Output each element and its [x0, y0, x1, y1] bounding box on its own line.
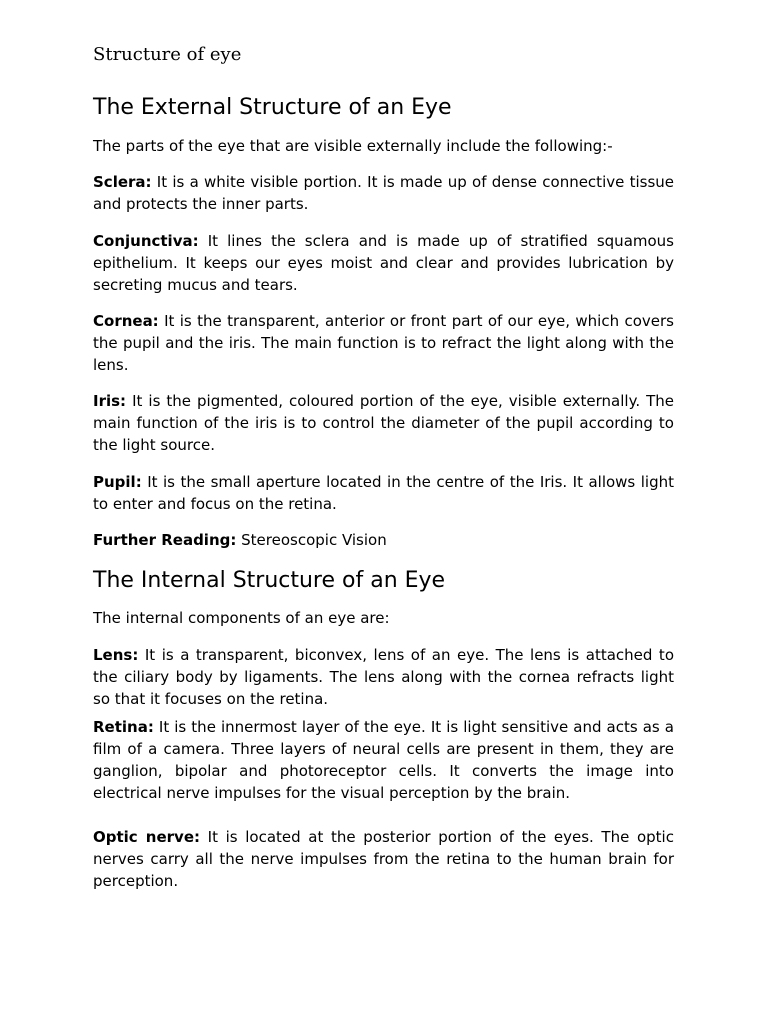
- pupil-text: It is the small aperture located in the centre of the Iris. It allows light to enter and focus on the retina.: [93, 473, 674, 513]
- sclera-text: It is a white visible portion. It is made up of dense connective tissue and protects the inner parts.: [93, 173, 675, 213]
- pupil-paragraph: [93, 471, 674, 515]
- pupil-term: Pupil:: [93, 473, 142, 491]
- iris-term: Iris:: [93, 392, 127, 410]
- retina-term: Retina:: [93, 718, 154, 736]
- retina-paragraph: [93, 716, 674, 804]
- conjunctiva-paragraph: [93, 230, 674, 296]
- internal-heading: The Internal Structure of an Eye: [93, 568, 446, 593]
- sclera-paragraph: [93, 171, 674, 215]
- iris-text: It is the pigmented, coloured portion of the eye, visible externally. The main function of the iris is to control the diameter of the pupil according to the light source.: [93, 392, 674, 454]
- external-heading: The External Structure of an Eye: [93, 95, 452, 120]
- iris-paragraph: [93, 390, 674, 456]
- conjunctiva-text: It lines the sclera and is made up of stratified squamous epithelium. It keeps our eyes moist and clear and provides lubrication by secreting mucus and tears.: [93, 232, 674, 294]
- further-reading-paragraph: [93, 529, 674, 551]
- lens-term: Lens:: [93, 646, 139, 664]
- cornea-paragraph: [93, 310, 674, 376]
- further-reading-term: Further Reading:: [93, 531, 237, 549]
- optic-nerve-paragraph: [93, 826, 674, 892]
- retina-text: It is the innermost layer of the eye. It is light sensitive and acts as a film of a camera. Three layers of neural cells are present in them, they are ganglion, bipolar and photoreceptor cells. It converts the image into electrical nerve impulses for the visual perception by the brain.: [93, 718, 674, 802]
- external-intro: The parts of the eye that are visible externally include the following:-: [93, 137, 613, 155]
- cornea-text: It is the transparent, anterior or front part of our eye, which covers the pupil and the iris. The main function is to refract the light along with the lens.: [93, 312, 674, 374]
- optic-nerve-term: Optic nerve:: [93, 828, 200, 846]
- lens-paragraph: [93, 644, 674, 710]
- document-title: Structure of eye: [93, 44, 242, 65]
- cornea-term: Cornea:: [93, 312, 159, 330]
- sclera-term: Sclera:: [93, 173, 152, 191]
- optic-nerve-text: It is located at the posterior portion of the eyes. The optic nerves carry all the nerve impulses from the retina to the human brain for perception.: [93, 828, 674, 890]
- lens-text: It is a transparent, biconvex, lens of an eye. The lens is attached to the ciliary body by ligaments. The lens along with the cornea refracts light so that it focuses on the retina.: [93, 646, 674, 708]
- internal-intro: The internal components of an eye are:: [93, 609, 390, 627]
- conjunctiva-term: Conjunctiva:: [93, 232, 199, 250]
- further-reading-link[interactable]: Stereoscopic Vision: [241, 531, 387, 549]
